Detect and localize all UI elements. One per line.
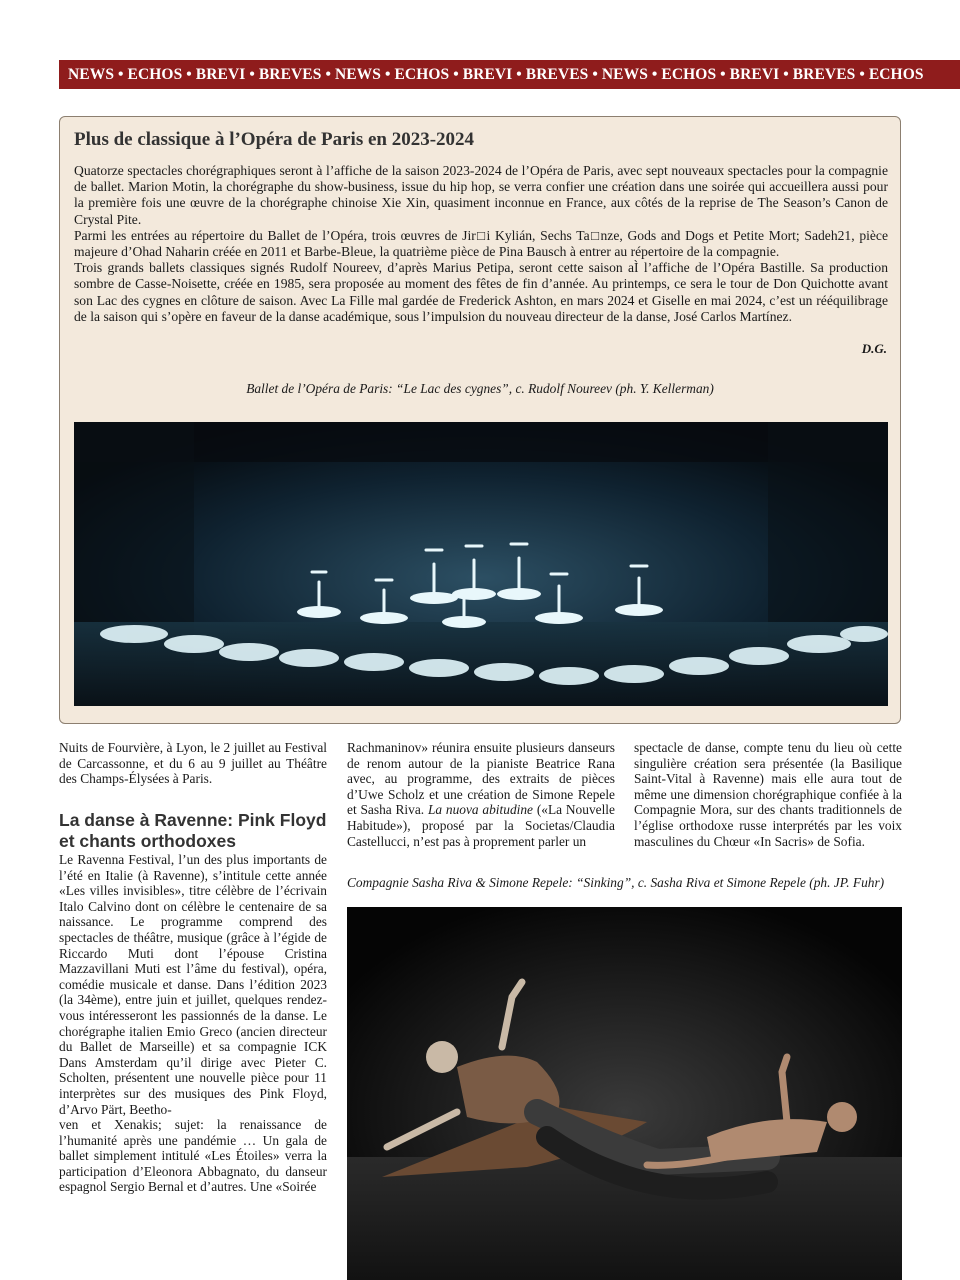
article-column-1-body <box>59 852 327 1195</box>
article-heading: La danse à Ravenne: Pink Floyd et chants orthodoxes <box>59 810 327 851</box>
box-paragraph-2: Parmi les entrées au répertoire du Ballet de l’Opéra, trois œuvres de Jir□i Kylián, Sechs Ta□nze, Gods and Dogs et Petite Mort; Sadeh21, pièce majeure d’Ohad Naharin créée en 2011 et Barbe-Bleue, la quatrième pièce de Pina Bausch à entrer au répertoire de la compagnie. <box>74 227 888 260</box>
box-title: Plus de classique à l’Opéra de Paris en 2023-2024 <box>74 129 475 150</box>
sidebar-box-opera-paris <box>59 116 901 724</box>
article-column-1-para-b: ven et Xenakis; sujet: la renaissance de l’humanité après une pandémie … Un gala de ballet simplement intitulé «Les Étoiles» verra la participation d’Eleonora Abbagnato, du danseur espagnol Sergio Bernal et d’autres. Une «Soirée <box>59 1117 327 1195</box>
article-column-1-intro: Nuits de Fourvière, à Lyon, le 2 juillet au Festival de Carcassonne, et du 6 au 9 juillet au Théâtre des Champs-Élysées à Paris. <box>59 740 327 787</box>
box-paragraph-3: Trois grands ballets classiques signés Rudolf Noureev, d’après Marius Petipa, seront cette saison aÌ l’affiche de l’Opéra Bastille. Sa production sombre de Casse-Noisette, créée en 1985, sera proposée au moment des fêtes de fin d’année. Au printemps, ce sera le tour de Don Quichotte avant son Lac des cygnes en clôture de saison. Avec La Fille mal gardée de Frederick Ashton, en mars 2024 et Giselle en mai 2024, c’est un rééquilibrage de la saison qui s’opère en faveur de la danse académique, sous l’impulsion du nouveau directeur de la danse, José Carlos Martínez. <box>74 260 888 324</box>
box-paragraph-1: Quatorze spectacles chorégraphiques seront à l’affiche de la saison 2023-2024 de l’Opéra de Paris, avec sept nouveaux spectacles pour la compagnie de ballet. Marion Motin, la chorégraphe du show-business, issue du hip hop, se verra confier une création dans une soirée qui accueillera aussi pour la première fois une œuvre de la chorégraphe chinoise Xie Xin, quasiment inconnue en France, aux côtés de la reprise de The Season’s Canon de Crystal Pite. <box>74 163 888 227</box>
article-column-2-end: («La Nouvelle Habitude»), proposé par la Societas/Claudia Castellucci, n’est pas à proprement parler un <box>347 802 615 849</box>
photo-swan-lake-ballet <box>74 422 888 706</box>
box-body <box>74 163 888 325</box>
article-column-3: spectacle de danse, compte tenu du lieu où cette singulière création sera présentée (la Basilique Saint-Vital à Ravenne) mais elle aura tout de même une dimension chorégraphique confiée à la Compagnie Mora, sur des chants traditionnels de l’église orthodoxe russe interprétés par les voix masculines du Chœur «In Sacris» de Sofia. <box>634 740 902 849</box>
article-column-2-text: Rachmaninov» réunira ensuite plusieurs danseurs de renom autour de la pianiste Beatrice Rana avec, au programme, des extraits de pièces d’Uwe Scholz et une création de Simone Repele et Sasha Riva. <box>347 740 615 818</box>
news-banner: NEWS • ECHOS • BREVI • BREVES • NEWS • ECHOS • BREVI • BREVES • NEWS • ECHOS • BREVI • BREVES • ECHOS <box>59 60 960 89</box>
photo-caption-sinking: Compagnie Sasha Riva & Simone Repele: “Sinking”, c. Sasha Riva et Simone Repele (ph. JP. Fuhr) <box>347 875 885 890</box>
photo-caption-swan-lake: Ballet de l’Opéra de Paris: “Le Lac des cygnes”, c. Rudolf Noureev (ph. Y. Kellerman) <box>246 381 714 396</box>
article-column-2 <box>347 740 615 849</box>
author-signature: D.G. <box>861 341 887 356</box>
photo-sinking-dancers <box>347 907 902 1280</box>
article-column-2-italic: La nuova abitudine <box>427 802 533 818</box>
article-column-1-para-a: Le Ravenna Festival, l’un des plus importants de l’été en Italie (à Ravenne), s’intitule cette année «Les villes invisibles», titre célèbre de l’écrivain Italo Calvino dont on célèbre le centenaire de sa naissance. Le programme comprend des spectacles de théâtre, musique (grâce à l’égide de Riccardo Muti dont l’épouse Cristina Mazzavillani Muti est l’âme du festival), opéra, comédie musicale et danse. Dans l’édition 2023 (la 34ème), entre juin et juillet, quelques rendez-vous intéresseront les passionnés de la danse. Le chorégraphe italien Emio Greco (ancien directeur du Ballet de Marseille) et sa compagnie ICK Dans Amsterdam qu’il dirige avec Pieter C. Scholten, présentent une nouvelle pièce pour 11 interprètes sur des musiques des Pink Floyd, d’Arvo Pärt, Beetho- <box>59 852 327 1117</box>
